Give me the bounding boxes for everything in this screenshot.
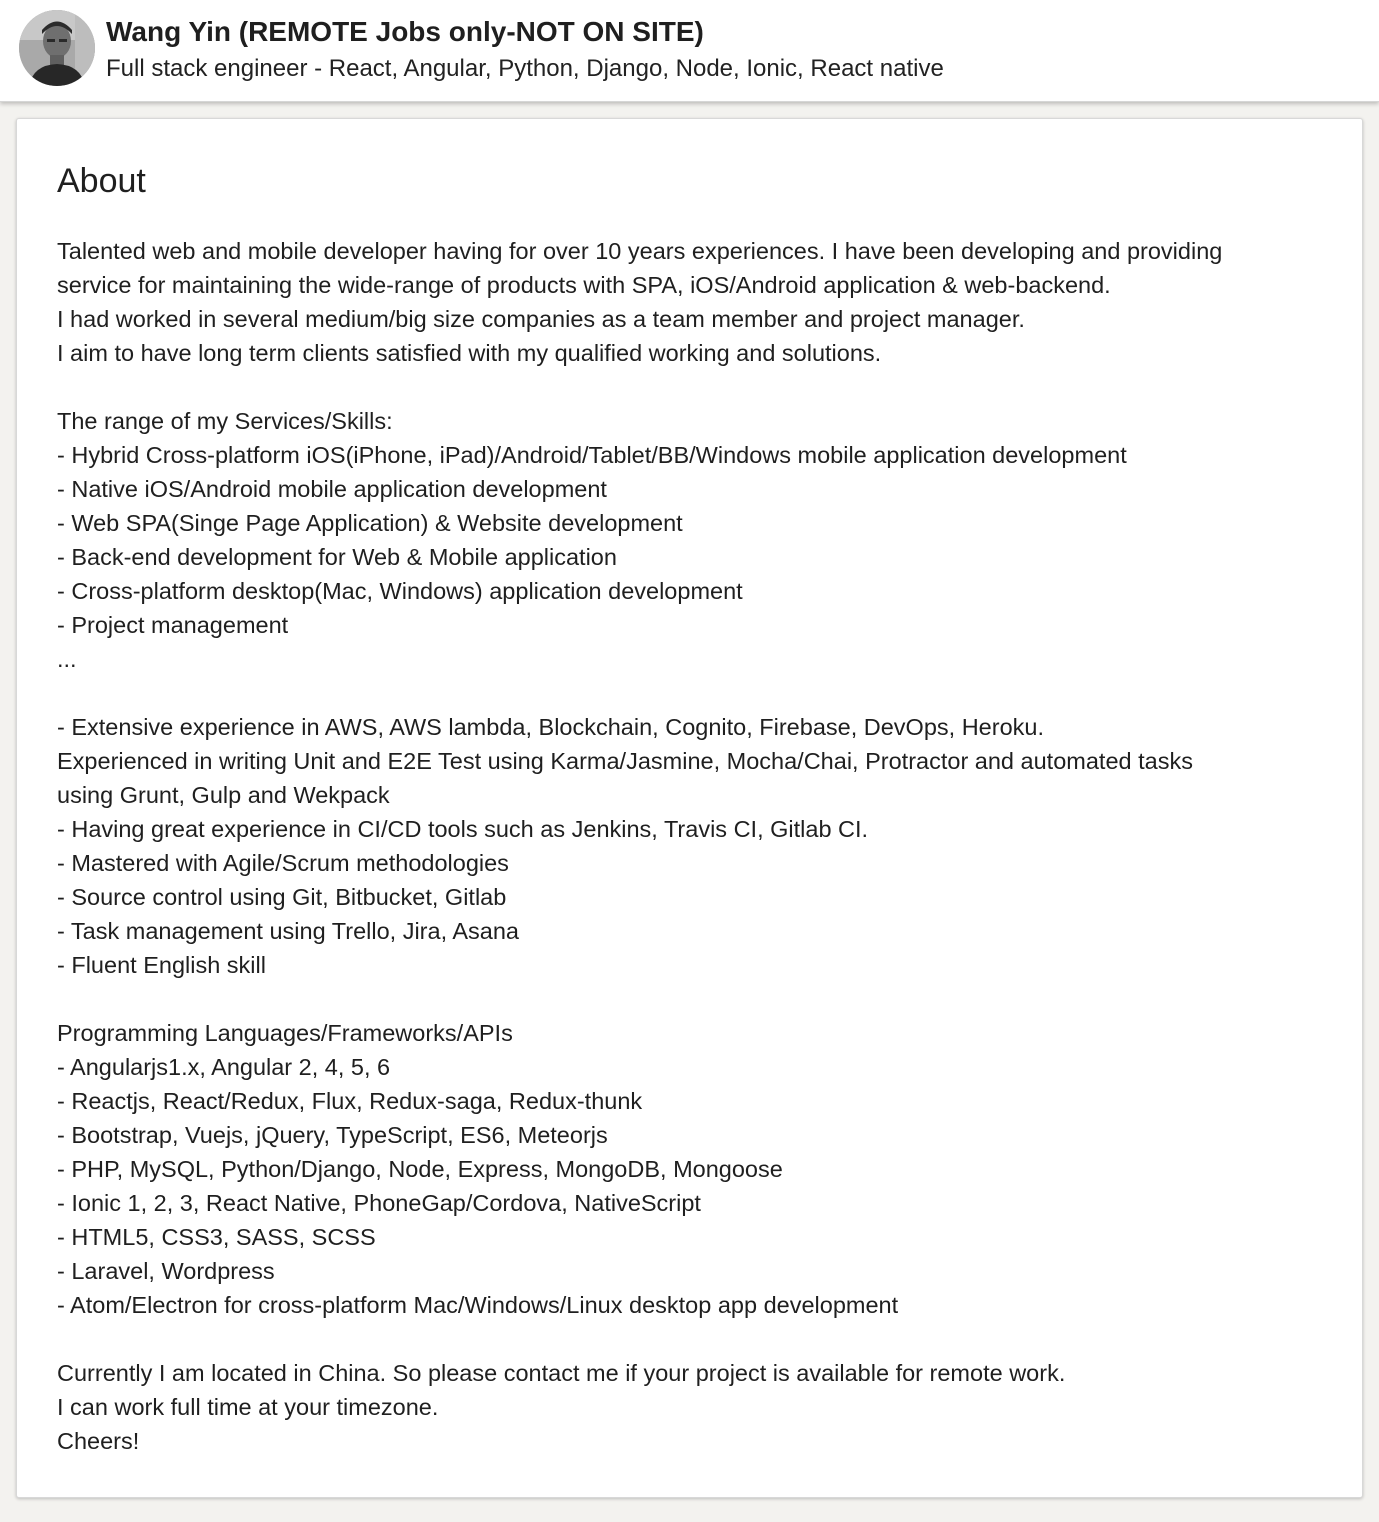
profile-header (0, 0, 1379, 102)
about-line: using Grunt, Gulp and Wekpack (57, 782, 390, 808)
about-line: - Hybrid Cross-platform iOS(iPhone, iPad)/Android/Tablet/BB/Windows mobile application development (57, 442, 1127, 468)
about-line: ... (57, 646, 77, 672)
profile-photo-icon (19, 10, 95, 86)
about-line: - Mastered with Agile/Scrum methodologies (57, 850, 509, 876)
about-line: Currently I am located in China. So please contact me if your project is available for remote work. (57, 1360, 1066, 1386)
about-blank-line (57, 1322, 1327, 1356)
about-line: - Extensive experience in AWS, AWS lambda, Blockchain, Cognito, Firebase, DevOps, Heroku. (57, 714, 1044, 740)
about-line: I can work full time at your timezone. (57, 1394, 439, 1420)
about-line: - Angularjs1.x, Angular 2, 4, 5, 6 (57, 1054, 391, 1080)
about-line: - Task management using Trello, Jira, Asana (57, 918, 519, 944)
about-text (57, 234, 1327, 1458)
about-line: - Reactjs, React/Redux, Flux, Redux-saga, Redux-thunk (57, 1088, 643, 1114)
profile-name: Wang Yin (REMOTE Jobs only-NOT ON SITE) (106, 16, 704, 47)
about-line: - Atom/Electron for cross-platform Mac/Windows/Linux desktop app development (57, 1292, 899, 1318)
about-title: About (57, 162, 146, 200)
about-line: - Ionic 1, 2, 3, React Native, PhoneGap/Cordova, NativeScript (57, 1190, 701, 1216)
about-line: I had worked in several medium/big size companies as a team member and project manager. (57, 306, 1025, 332)
about-line: Programming Languages/Frameworks/APIs (57, 1020, 513, 1046)
about-line: - Source control using Git, Bitbucket, Gitlab (57, 884, 507, 910)
about-blank-line (57, 982, 1327, 1016)
about-line: - HTML5, CSS3, SASS, SCSS (57, 1224, 376, 1250)
about-line: - Cross-platform desktop(Mac, Windows) application development (57, 578, 743, 604)
about-line: - Laravel, Wordpress (57, 1258, 275, 1284)
about-line: - Project management (57, 612, 289, 638)
about-line: service for maintaining the wide-range of products with SPA, iOS/Android application & web-backend. (57, 272, 1111, 298)
about-blank-line (57, 370, 1327, 404)
about-line: Cheers! (57, 1428, 140, 1454)
about-line: The range of my Services/Skills: (57, 408, 393, 434)
profile-headline: Full stack engineer - React, Angular, Python, Django, Node, Ionic, React native (106, 55, 944, 82)
about-card (16, 118, 1363, 1498)
about-line: - Back-end development for Web & Mobile application (57, 544, 617, 570)
about-blank-line (57, 676, 1327, 710)
about-line: - Native iOS/Android mobile application development (57, 476, 607, 502)
about-line: Talented web and mobile developer having for over 10 years experiences. I have been developing and providing (57, 238, 1223, 264)
about-line: - PHP, MySQL, Python/Django, Node, Express, MongoDB, Mongoose (57, 1156, 783, 1182)
about-line: - Web SPA(Singe Page Application) & Website development (57, 510, 683, 536)
about-line: - Bootstrap, Vuejs, jQuery, TypeScript, ES6, Meteorjs (57, 1122, 608, 1148)
avatar[interactable] (19, 10, 95, 86)
about-line: - Having great experience in CI/CD tools such as Jenkins, Travis CI, Gitlab CI. (57, 816, 869, 842)
about-line: I aim to have long term clients satisfied with my qualified working and solutions. (57, 340, 882, 366)
about-line: - Fluent English skill (57, 952, 266, 978)
about-line: Experienced in writing Unit and E2E Test using Karma/Jasmine, Mocha/Chai, Protractor and automated tasks (57, 748, 1193, 774)
